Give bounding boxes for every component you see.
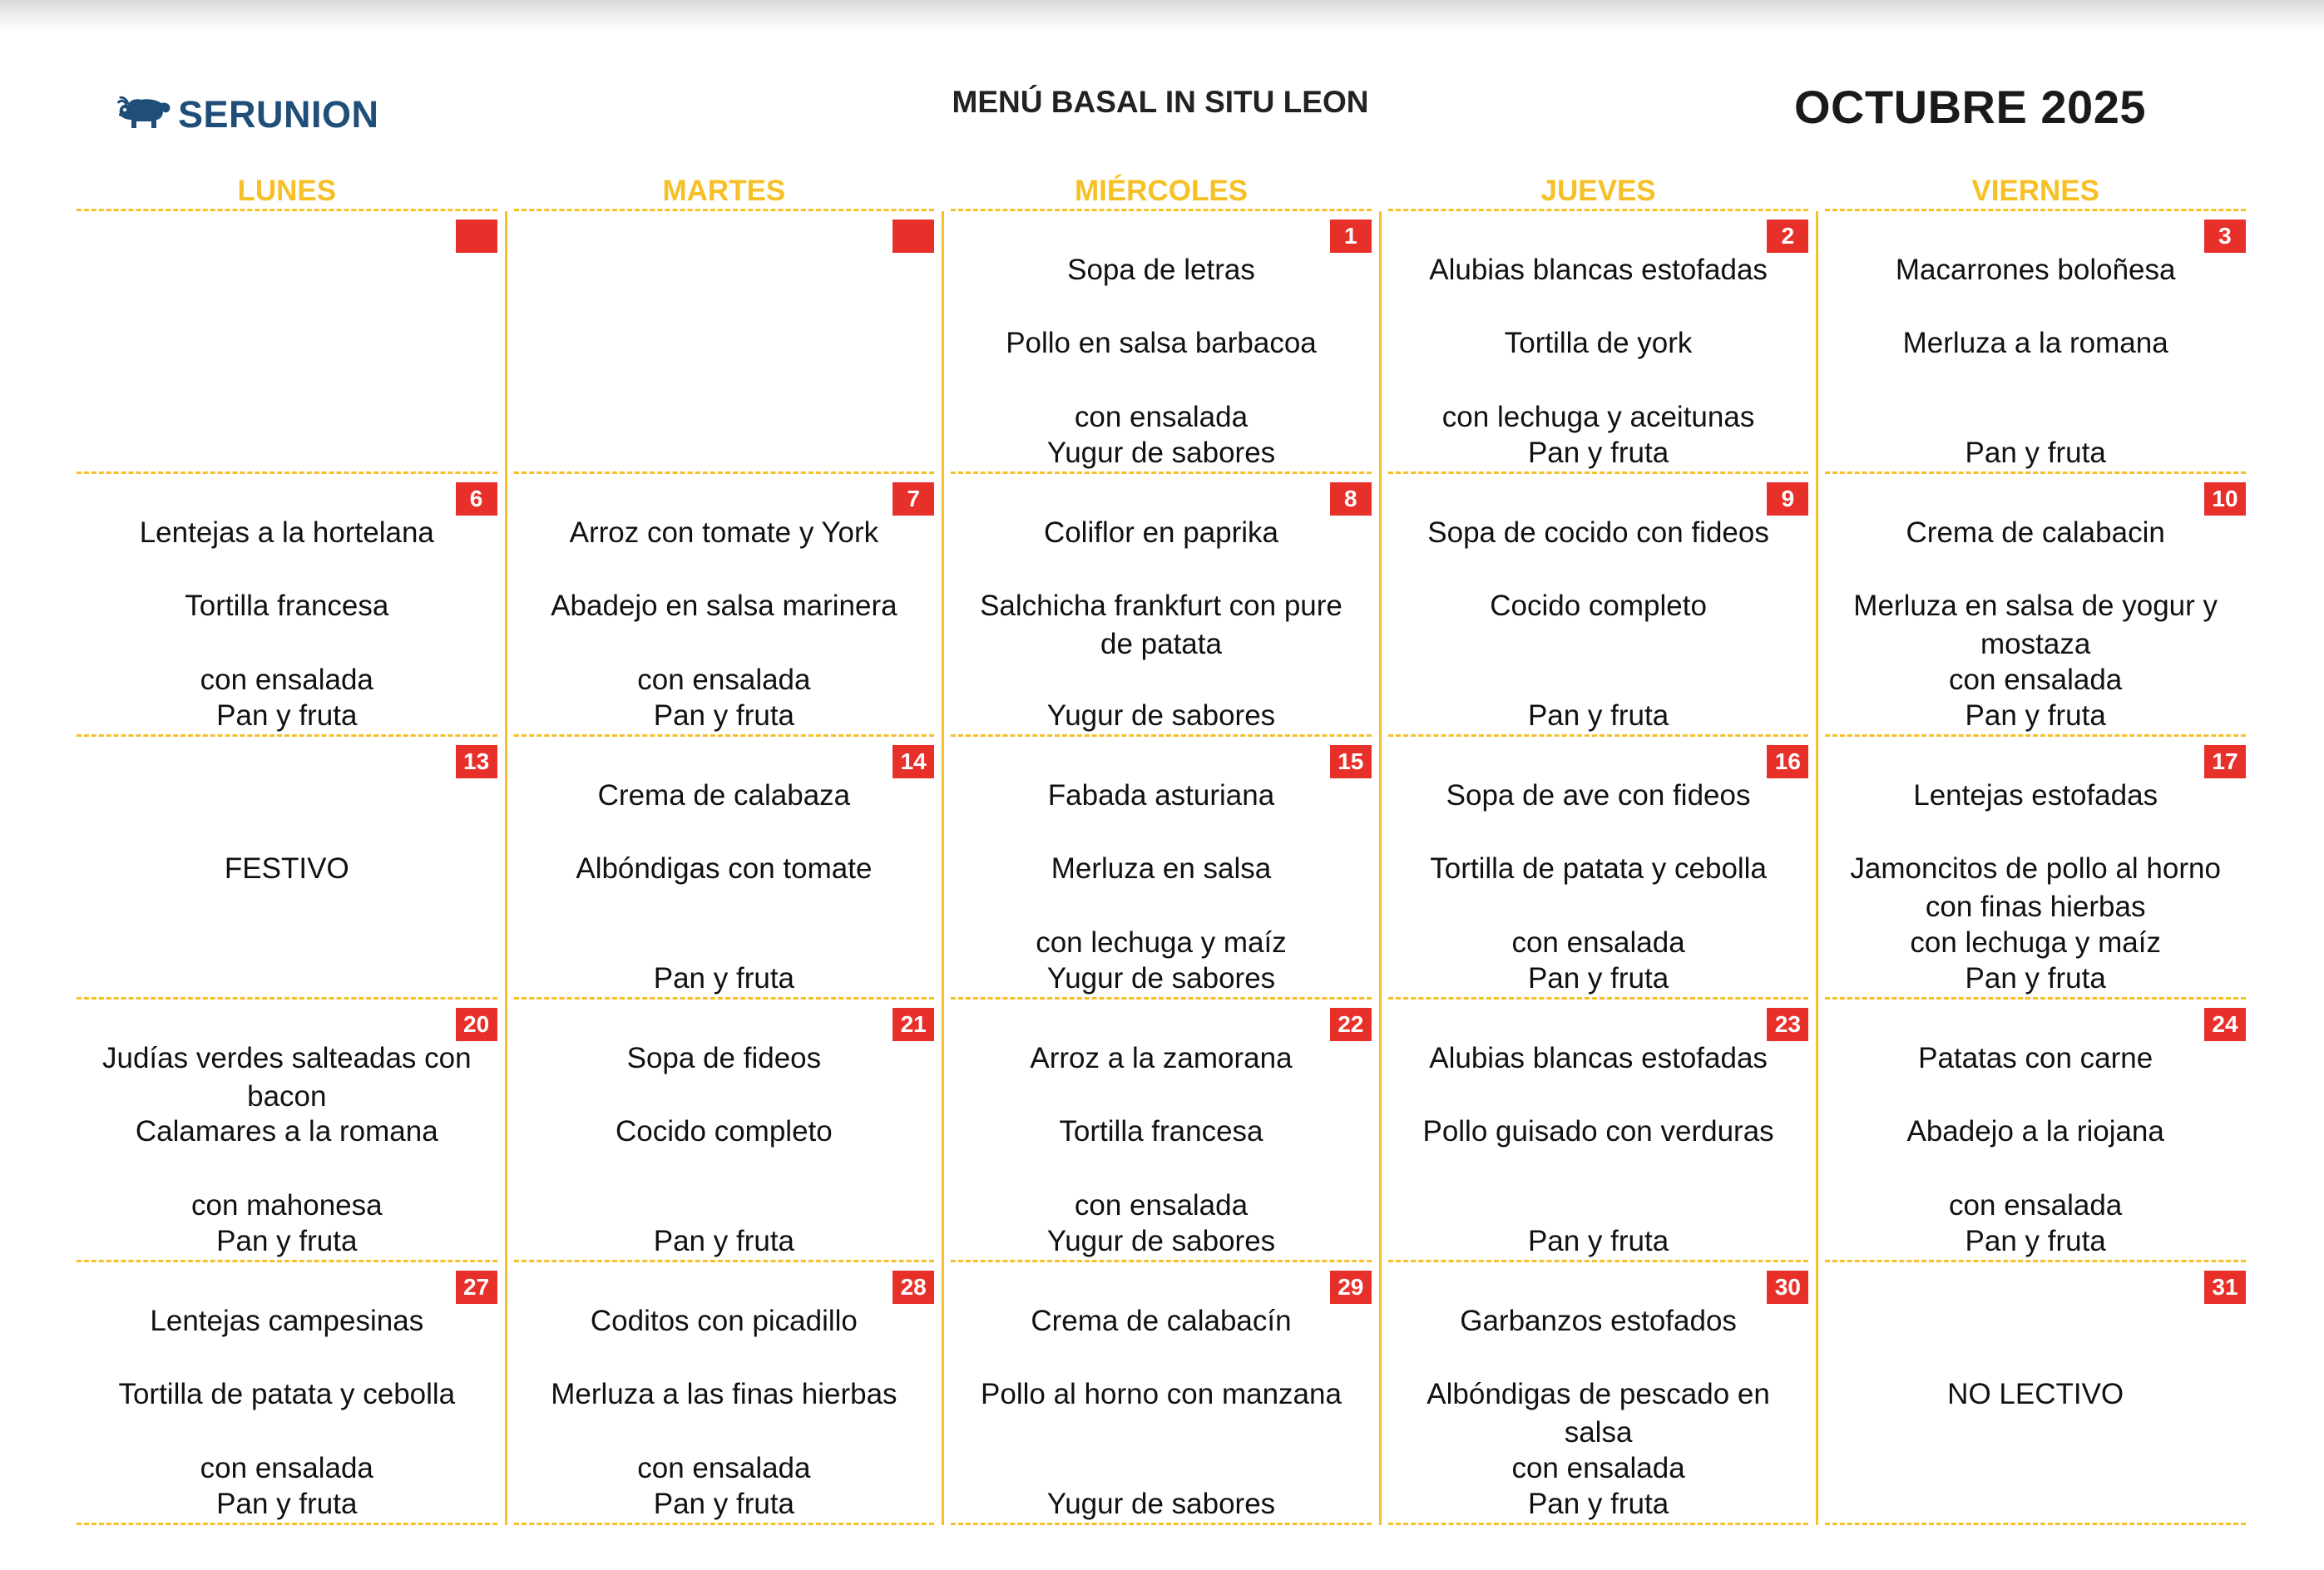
second-course: Tortilla francesa — [1059, 1115, 1263, 1148]
first-course: Garbanzos estofados — [1460, 1305, 1737, 1337]
side-dish: con mahonesa — [190, 1189, 383, 1222]
first-course: Judías verdes salteadas con — [101, 1042, 472, 1074]
dessert: Yugur de sabores — [1046, 1488, 1276, 1520]
dessert: Pan y fruta — [653, 699, 795, 732]
weeks-container — [77, 211, 2246, 1525]
second-course-cont: mostaza — [1980, 628, 2091, 660]
side-dish: con ensalada — [1074, 1189, 1249, 1222]
first-course: Alubias blancas estofadas — [1429, 1042, 1768, 1074]
first-course: Sopa de cocido con fideos — [1427, 516, 1769, 549]
second-course: Jamoncitos de pollo al horno — [1850, 852, 2221, 885]
second-course-cont: salsa — [1564, 1416, 1633, 1449]
first-course: Patatas con carne — [1918, 1042, 2153, 1074]
first-course: Arroz con tomate y York — [569, 516, 879, 549]
day-number-badge: 6 — [456, 482, 497, 516]
day-cell — [951, 474, 1372, 737]
first-course: Coliflor en paprika — [1043, 516, 1279, 549]
week-row — [77, 737, 2246, 1000]
dessert: Pan y fruta — [216, 699, 358, 732]
day-cell — [951, 1000, 1372, 1262]
day-number-badge: 22 — [1330, 1008, 1372, 1041]
week-row — [77, 211, 2246, 474]
first-course: Coditos con picadillo — [590, 1305, 858, 1337]
second-course: Tortilla de patata y cebolla — [1430, 852, 1767, 885]
side-dish: con ensalada — [1511, 926, 1685, 959]
second-course: FESTIVO — [224, 852, 349, 885]
day-number-badge: 24 — [2204, 1008, 2246, 1041]
first-course: Arroz a la zamorana — [1030, 1042, 1293, 1074]
day-number-badge: 10 — [2204, 482, 2246, 516]
day-cell — [77, 211, 497, 474]
side-dish: con ensalada — [1949, 1189, 2123, 1222]
side-dish: con ensalada — [1949, 664, 2123, 696]
weekday-wednesday: MIÉRCOLES — [951, 171, 1372, 211]
second-course: Abadejo en salsa marinera — [551, 590, 897, 622]
day-cell — [77, 474, 497, 737]
day-number-badge: 20 — [456, 1008, 497, 1041]
second-course: NO LECTIVO — [1947, 1378, 2124, 1410]
side-dish: con lechuga y maíz — [1036, 926, 1287, 959]
day-number-badge: 8 — [1330, 482, 1372, 516]
second-course: Calamares a la romana — [135, 1115, 438, 1148]
second-course: Tortilla francesa — [185, 590, 389, 622]
day-cell — [1388, 474, 1809, 737]
dessert: Pan y fruta — [653, 1488, 795, 1520]
day-cell — [514, 1000, 935, 1262]
day-cell — [1388, 737, 1809, 1000]
day-number-badge: 17 — [2204, 745, 2246, 778]
day-cell — [951, 1262, 1372, 1525]
day-cell — [514, 211, 935, 474]
dessert: Pan y fruta — [1965, 437, 2106, 469]
first-course: Lentejas campesinas — [150, 1305, 424, 1337]
second-course: Merluza a las finas hierbas — [551, 1378, 897, 1410]
first-course: Macarrones boloñesa — [1895, 254, 2176, 286]
day-number-badge: 9 — [1767, 482, 1808, 516]
dessert: Pan y fruta — [1527, 962, 1669, 995]
second-course: Merluza a la romana — [1902, 327, 2168, 359]
dessert: Pan y fruta — [1527, 1225, 1669, 1257]
day-cell — [951, 737, 1372, 1000]
weekday-header-row — [77, 171, 2246, 211]
first-course: Crema de calabacin — [1906, 516, 2165, 549]
first-course: Crema de calabacín — [1031, 1305, 1292, 1337]
dessert: Pan y fruta — [1965, 699, 2106, 732]
month-title: OCTUBRE 2025 — [1793, 81, 2146, 133]
day-number-badge: 28 — [893, 1271, 934, 1304]
day-number-badge: 27 — [456, 1271, 497, 1304]
side-dish: con ensalada — [200, 1452, 373, 1484]
second-course: Merluza en salsa de yogur y — [1853, 590, 2218, 622]
side-dish: con ensalada — [1511, 1452, 1685, 1484]
day-cell — [77, 737, 497, 1000]
side-dish: con ensalada — [637, 1452, 811, 1484]
first-course-cont: bacon — [247, 1080, 327, 1113]
day-cell — [1825, 1000, 2246, 1262]
day-cell — [77, 1262, 497, 1525]
first-course: Fabada asturiana — [1047, 779, 1275, 812]
day-cell — [1388, 211, 1809, 474]
side-dish: con ensalada — [1074, 401, 1249, 433]
second-course: Merluza en salsa — [1051, 852, 1272, 885]
side-dish: con ensalada — [200, 664, 373, 696]
second-course: Cocido completo — [1490, 590, 1707, 622]
dessert: Yugur de sabores — [1046, 962, 1276, 995]
second-course: Albóndigas de pescado en — [1427, 1378, 1770, 1410]
second-course: Pollo en salsa barbacoa — [1006, 327, 1317, 359]
day-cell — [1388, 1000, 1809, 1262]
first-course: Lentejas a la hortelana — [139, 516, 434, 549]
dessert: Pan y fruta — [1965, 962, 2106, 995]
second-course: Pollo al horno con manzana — [981, 1378, 1342, 1410]
dessert: Pan y fruta — [1527, 437, 1669, 469]
dessert: Yugur de sabores — [1046, 1225, 1276, 1257]
week-row — [77, 1262, 2246, 1525]
menu-calendar — [77, 171, 2246, 1525]
second-course-cont: con finas hierbas — [1925, 891, 2146, 923]
week-row — [77, 1000, 2246, 1262]
dessert: Pan y fruta — [653, 1225, 795, 1257]
side-dish: con lechuga y aceitunas — [1441, 401, 1755, 433]
day-cell — [1825, 474, 2246, 737]
day-number-badge: 29 — [1330, 1271, 1372, 1304]
first-course: Lentejas estofadas — [1913, 779, 2158, 812]
day-number-badge: 7 — [893, 482, 934, 516]
first-course: Sopa de fideos — [626, 1042, 822, 1074]
weekday-tuesday: MARTES — [514, 171, 935, 211]
day-number-badge: 2 — [1767, 220, 1808, 253]
menu-title-text: MENÚ BASAL IN SITU LEON — [952, 85, 1369, 119]
dessert: Yugur de sabores — [1046, 699, 1276, 732]
first-course: Alubias blancas estofadas — [1429, 254, 1768, 286]
weekday-monday: LUNES — [77, 171, 497, 211]
day-number-badge — [893, 220, 934, 253]
second-course-cont: de patata — [1100, 628, 1222, 660]
day-number-badge: 14 — [893, 745, 934, 778]
day-cell — [514, 737, 935, 1000]
side-dish: con ensalada — [637, 664, 811, 696]
day-cell — [514, 1262, 935, 1525]
dessert: Pan y fruta — [1527, 1488, 1669, 1520]
second-course: Albóndigas con tomate — [576, 852, 873, 885]
second-course: Pollo guisado con verduras — [1422, 1115, 1774, 1148]
top-shadow — [0, 0, 2324, 33]
side-dish: con lechuga y maíz — [1910, 926, 2161, 959]
second-course: Tortilla de patata y cebolla — [118, 1378, 456, 1410]
second-course: Cocido completo — [616, 1115, 833, 1148]
day-cell — [1825, 1262, 2246, 1525]
day-cell — [951, 211, 1372, 474]
dessert: Pan y fruta — [653, 962, 795, 995]
day-number-badge: 1 — [1330, 220, 1372, 253]
second-course: Tortilla de york — [1504, 327, 1693, 359]
dessert: Yugur de sabores — [1046, 437, 1276, 469]
day-cell — [1825, 737, 2246, 1000]
week-row — [77, 474, 2246, 737]
day-cell — [514, 474, 935, 737]
day-number-badge: 21 — [893, 1008, 934, 1041]
first-course: Crema de calabaza — [597, 779, 851, 812]
dessert: Pan y fruta — [1965, 1225, 2106, 1257]
first-course: Sopa de letras — [1067, 254, 1255, 286]
day-number-badge — [456, 220, 497, 253]
day-number-badge: 13 — [456, 745, 497, 778]
dessert: Pan y fruta — [216, 1225, 358, 1257]
day-number-badge: 30 — [1767, 1271, 1808, 1304]
day-number-badge: 3 — [2204, 220, 2246, 253]
weekday-friday: VIERNES — [1825, 171, 2246, 211]
day-cell — [1825, 211, 2246, 474]
day-cell — [1388, 1262, 1809, 1525]
dessert: Pan y fruta — [1527, 699, 1669, 732]
day-number-badge: 16 — [1767, 745, 1808, 778]
first-course: Sopa de ave con fideos — [1446, 779, 1751, 812]
dessert: Pan y fruta — [216, 1488, 358, 1520]
weekday-thursday: JUEVES — [1388, 171, 1809, 211]
day-number-badge: 31 — [2204, 1271, 2246, 1304]
day-number-badge: 23 — [1767, 1008, 1808, 1041]
day-number-badge: 15 — [1330, 745, 1372, 778]
second-course: Salchicha frankfurt con pure — [980, 590, 1342, 622]
second-course: Abadejo a la riojana — [1906, 1115, 2164, 1148]
brand-name: SERUNION — [178, 93, 379, 136]
day-cell — [77, 1000, 497, 1262]
